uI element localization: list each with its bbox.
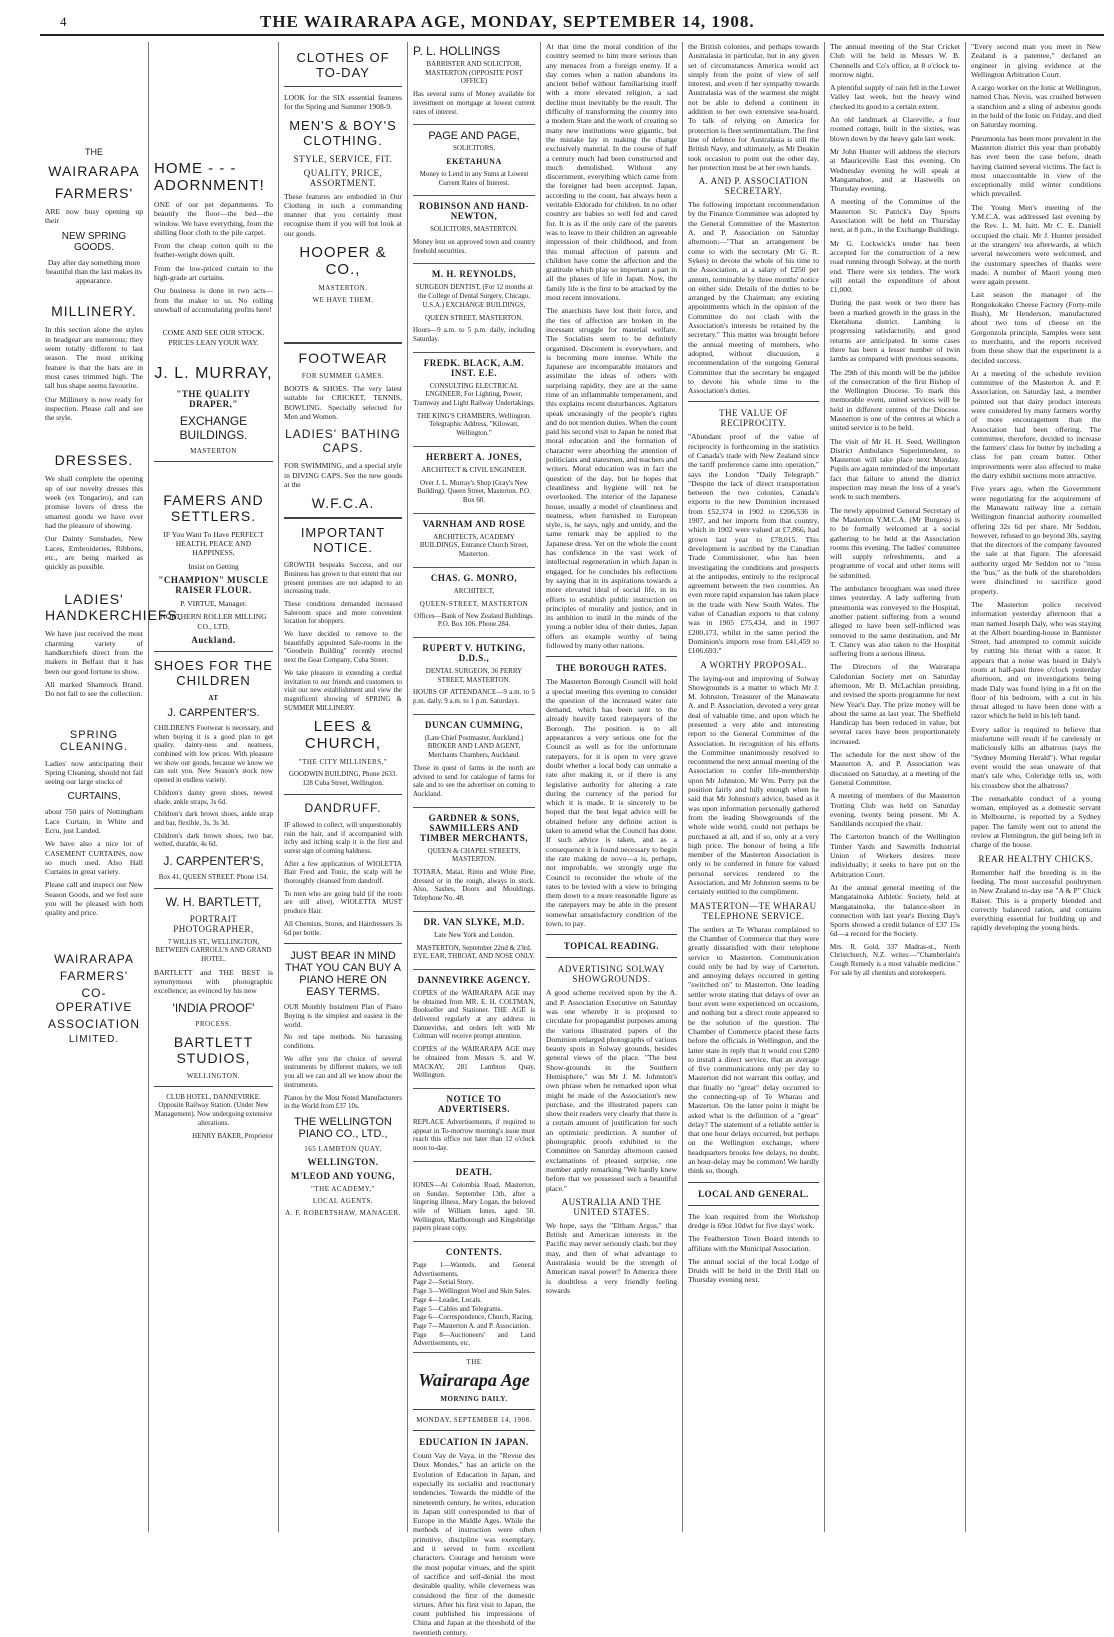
- reynolds-address: QUEEN STREET, MASTERTON.: [424, 313, 524, 322]
- bear-text-2: No red tape methods. No harassing conditions.: [284, 1033, 402, 1051]
- black-address: THE KING'S CHAMBERS, Wellington. Telegraphic Address, "Kilowatt, Wellington.": [416, 411, 532, 438]
- local-item: Mr G. Lockwick's tender has been accepted for the construction of a new road running through Solway, at the north end. There were six tenders. The work will entail the expenditure of about £1,000.: [830, 238, 960, 295]
- home-text-4: Our business is done in two acts—from the maker to us. No rolling snowball of accumulating profits here!: [154, 286, 273, 314]
- dandruff-text-3: To men who are going bald (if the roots are still alive), WIOLETTA MUST produce Hair.: [284, 889, 402, 916]
- dannevirke-heading: DANNEVIRKE AGENCY.: [417, 974, 531, 985]
- important-text-3: We have decided to remove to the beautifully appointed Sale-rooms in the "Goodwin Building" recently erected next the Gear Company, Cuba Street.: [284, 630, 402, 665]
- monro-text: Offices—Bank of New Zealand Buildings. P.O. Box 106. Phone 284.: [414, 611, 534, 629]
- ladies-text-2: All marked Shamrock Brand. Do not fail to see the collection.: [45, 679, 143, 699]
- clothes-text-2: These features are embodied in Our Clothing in such a commanding manner that you certainly must recognise them if you will but look at our goods.: [284, 191, 402, 238]
- contents-item: Page 3—Wellington Wool and Skin Sales.: [413, 1287, 532, 1296]
- home-text-2: From the cheap cotton quilt to the feather-weight down quilt.: [154, 241, 273, 260]
- quality-line: QUALITY, PRICE, ASSORTMENT.: [303, 167, 383, 188]
- shoes-carpenter: J. CARPENTER'S.: [167, 706, 260, 719]
- footwear-heading: FOOTWEAR: [298, 350, 388, 367]
- column-1: [40, 42, 183, 1532]
- auckland-label: Auckland.: [191, 634, 236, 645]
- ad-slyke: [413, 917, 535, 970]
- reynolds-heading: M. H. REYNOLDS,: [431, 269, 517, 280]
- gardner-text: TOTARA, Matai, Rimu and White Pine, dressed or in the rough, always in stock. Also, Sashes, Doors and Mouldings. Telephone No. 48.: [413, 868, 535, 903]
- style-line: STYLE, SERVICE, FIT.: [293, 153, 393, 164]
- hollings-sub: BARRISTER AND SOLICITOR, MASTERTON (OPPOSITE POST OFFICE): [425, 60, 523, 86]
- new-spring-goods: NEW SPRING GOODS.: [61, 230, 127, 253]
- cumming-sub: (Late Chief Postmaster, Auckland.) BROKER AND LAND AGENT, Merchants Chambers, Auckland.: [424, 733, 524, 760]
- local-item: At a meeting of the schedule revision committee of the Masterton A. and P. Association, on Saturday last, a member pointed out that dairy product interests were considered by many farmers worthy of more encouragement than the Association had been offering. The committee, therefore, decided to increase the farmers' class for butter by including a class for pan cream butter. Other improvements were also effected to make the dairy exhibit sections more attractive.: [971, 368, 1101, 481]
- ad-heading-farmers: FARMERS': [54, 185, 134, 201]
- important-text: GROWTH bespeaks Success, and our Business has grown to that extent that our present premises are not adapted to an increasing trade.: [284, 561, 402, 596]
- ad-page: [413, 130, 535, 196]
- education-text-cont: At that time the moral condition of the country seemed to him more serious than any menaces from a foreign enemy. If a day comes when a nation abandons its ancient belief without familiarising itself with a more elevated religion, a sad decline must inevitably be the result. The difficulty of transforming the country into a modern State and the work of creating so many new institutions were gigantic, but the mistake lay in making the change exclusively material. In the course of half a century much had been constructed and much demolished. Without any discernment, everything which came from the foreigner had been accepted. Japan, according to the count, has always been a veritable Eldorado for children. In no other country are babies so well fed and cared for. It is as if the only care of the parents was to leave to their children an agreeable impression of their childhood, and from this mutual affection of parents and children have come the affection and the gratitude which play so important a part in all the phases of life in Japan. Now, the family life is the first to be attacked by the most recent innovations.: [546, 42, 677, 303]
- champion-flour: "CHAMPION" MUSCLE RAISER FLOUR.: [158, 575, 269, 596]
- home-text: ONE of our pet departments. To beautify the floor—the bed—the window. We have everything, from the shilling floor cloth to the pile carpet.: [154, 200, 273, 237]
- ad-hollings: [413, 44, 535, 125]
- coop-line-2: FARMERS': [59, 968, 129, 983]
- rear-chicks-text: Remember half the breeding is in the feeding. The most successful poultrymen in New Zealand to-day use "A & P" Chick Raiser. This is a properly blended and correctly balanced ration, and contains everything essential for building up and rapidly developing the young birds.: [971, 867, 1101, 933]
- gardner-address: QUEEN & CHAPEL STREETS, MASTERTON.: [427, 846, 521, 864]
- local-item: The Carterton branch of the Wellington Timber Yards and Sawmills Industrial Union of Workers desires more individually; it seeks to have put on the Arbitration Court.: [830, 832, 960, 879]
- slyke-text: MASTERTON, September 22nd & 23rd. EYE, EAR, THROAT, AND NOSE ONLY.: [413, 943, 535, 961]
- dresses-text-2: Our Dainty Sunshades, New Laces, Embroideries, Ribbons, etc., are being marked as quickly as possible.: [45, 534, 143, 572]
- dandruff-heading: DANDRUFF.: [304, 800, 382, 815]
- local-item: The 29th of this month will be the jubilee of the consecration of the first Bishop of the Wellington Diocese. To mark this memorable event, united services will be held in different centres of the Diocese. Masterton is one of the centres at which a united service is to be held.: [830, 367, 960, 433]
- ad-heading-the: THE: [85, 147, 103, 157]
- hooper-place: MASTERTON.: [318, 284, 368, 293]
- paper-date: MONDAY, SEPTEMBER 14, 1908.: [416, 1416, 532, 1425]
- wellington-label: WELLINGTON.: [186, 1071, 241, 1080]
- bathing-text: FOR SWIMMING, and a special style in DIVING CAPS. See the new goods at the: [284, 461, 402, 489]
- piano-address: 165 LAMBTON QUAY,: [304, 1144, 382, 1153]
- local-item: Mr John Hunter will address the electors at Mauriceville East this evening. On Wednesday evening he will speak at Mangamahoe, and at Hastwells on Thursday evening.: [830, 146, 960, 194]
- bartlett-text: BARTLETT and THE BEST is synonymous with photographic excellence; as evinced by his new: [154, 967, 273, 996]
- local-item: The visit of Mr H. H. Seed, Wellington District Ambulance Superintendent, to Masterton will take place next Monday. Pupils are again reminded of the important fact that failure to attend the district inspection may mean the loss of a year's work to such members.: [830, 436, 960, 502]
- clothes-text: LOOK for the SIX essential features for the Spring and Summer 1908-9.: [284, 93, 402, 112]
- ad-monro: [413, 573, 535, 638]
- bartlett-line: PORTRAIT PHOTOGRAPHER,: [173, 913, 254, 934]
- shoes-at: AT: [208, 693, 219, 702]
- dandruff-text-4: All Chemists, Stores, and Hairdressers 3s 6d per bottle.: [284, 919, 402, 937]
- wfca: W.F.C.A.: [311, 495, 375, 512]
- hutking-sub: DENTAL SURGEON, 36 PERRY STREET, MASTERTON.: [425, 666, 523, 684]
- home-text-3: From the low-priced curtain to the high-grade art curtains.: [154, 263, 273, 283]
- ad-hutking: [413, 643, 535, 715]
- piano-city: WELLINGTON.: [307, 1156, 379, 1167]
- monro-heading: CHAS. G. MONRO,: [430, 572, 518, 583]
- education-heading: EDUCATION IN JAPAN.: [419, 1437, 529, 1448]
- page-town: EKETAHUNA: [446, 156, 502, 166]
- paper-daily: MORNING DAILY.: [440, 1395, 508, 1404]
- important-text-2: These conditions demanded increased Saleroom space and more convenient location for shoppers.: [284, 599, 402, 626]
- column-5: [541, 42, 682, 1532]
- local-text-3: The annual social of the local Lodge of Druids will be held in the Drill Hall on Thursday evening next.: [688, 1256, 819, 1285]
- column-7: [825, 42, 965, 1532]
- murray-tagline: "THE QUALITY DRAPER,": [176, 388, 251, 409]
- education-text-cont-2: The anarchists have lost their force, and the ties of affection are broken in the incessant struggle for material welfare. The Socialists seem to be definitely organised. Discontent is everywhere, and is becoming more intense. While the Japanese are incomparable imitators and assimilate the ideas of others with surprising rapidity, they are at the same time of an inflammable temperament, and this explains recent disturbances. Agitators speak unceasingly of the people's rights and do not mention duties. When the count paid his second visit to Japan he noted that moral education and the formation of character were absorbing the attention of politicians and statesmen, and teachers and writers. Moral education was in fact the question of the day, but he hopes that cleanliness and hygiene will not be overlooked. The interior of the Japanese house, usually a model of cleanliness and neatness, when furnished in European style, is, he says, ugly and untidy, and the same remark may be applied to the Japanese dress. Yet on the whole the count has confidence in the vast work of intellectual regeneration in which Japan is engaged, for he concludes his reflections by saying that in its aspirations towards a more elevated ideal of social life, in its efforts to establish public instruction on principles of morality and justice, and in its ambition to instil in the minds of the young a nobler idea of their duties, Japan offers an example worthy of being followed by many other nations.: [546, 306, 677, 650]
- contents-item: Page 5—Cables and Telegrams.: [413, 1304, 503, 1313]
- mens-clothing-heading: MEN'S & BOY'S CLOTHING.: [289, 117, 397, 148]
- lees-church: LEES & CHURCH,: [304, 718, 382, 753]
- spring-text: Ladies' now anticipating their Spring Cleaning, should not fail seeing our large stocks of: [45, 758, 143, 787]
- reciprocity-text: "Abundant proof of the value of reciprocity is forthcoming in the statistics of Canada's trade with New Zealand since the tariff preference came into operation," says the London "Daily Telegraph." "Despite the lack of direct transportation between the two colonies, Canada's exports to the new Dominion increased from £52,374 in 1902 to £206,536 in 1907, and her imports from that country, which in 1902 were valued at £7,866, had grown last year to £78,015. This development is ascribed by the Canadian Trade Commissioner, who has been investigating the conditions and prospects at the antipodes, entirely to the reciprocal agreement between the two countries. An even more rapid expansion has taken place in the trade with New South Wales. The value of Canadian exports to that colony was in 1905 £75,434, and in 1907 £200,173, whilst in the same period the Dominion's imports rose from £41,459 to £106,693.": [688, 432, 819, 656]
- local-item: The ambulance brougham was used three times yesterday. A lady suffering from pneumonia was conveyed to the Hospital, another patient suffering from a wound alleged to have been self-inflicted was removed to the same destination, and Mr T. Clancy was also taken to the Hospital suffering from a serious illness.: [830, 584, 960, 659]
- hollings-heading: P. L. HOLLINGS: [413, 44, 501, 58]
- shoes-text-4: Children's dark brown shoes, two bar, welted, durable, 4s 6d.: [154, 831, 273, 849]
- bartlett-name: W. H. BARTLETT,: [165, 894, 262, 909]
- bear-text: OUR Monthly Instalment Plan of Piano Buying is the simplest and easiest in the world.: [284, 1003, 402, 1029]
- reciprocity-heading: THE VALUE OF RECIPROCITY.: [719, 408, 788, 429]
- cumming-text: Those in quest of farms in the north are advised to send for catalogue of farms for sale and to see the advertiser on coming to Auckland.: [413, 763, 535, 798]
- column-4: [408, 42, 540, 1637]
- ad-dannevirke: [413, 975, 535, 1089]
- local-item: A meeting of members of the Masterton Trotting Club was held on Saturday evening, twenty being present. Mr A. Sandilands occupied the chair.: [830, 791, 960, 829]
- newspaper-title: THE WAIRARAPA AGE, MONDAY, SEPTEMBER 14, 1908.: [260, 12, 755, 31]
- local-item: The Young Men's meeting of the Y.M.C.A. was addressed last evening by the Rev. L. M. Isitt. Mr C. E. Daniell occupied the chair. Mr J. Hunter presided at the strangers' tea afterwards, at which several newcomers were welcomed, and the customary speeches of thanks were made. A number of Maori young men were again present.: [971, 202, 1101, 287]
- robinson-heading: ROBINSON AND HAND-NEWTON,: [418, 201, 529, 222]
- local-item: A meeting of the Committee of the Masterton St. Patrick's Day Sports Association will be held on Thursday next, at 8 p.m., in the Exchange Buildings.: [830, 197, 960, 235]
- spring-cleaning-heading: SPRING CLEANING.: [59, 728, 129, 753]
- local-text: The loan required from the Workshop dredge is 69oz 10dwt for five days' work.: [688, 1211, 819, 1230]
- ad-reynolds: [413, 269, 535, 352]
- club-hotel: CLUB HOTEL, DANNEVIRKE. Opposite Railway Station. (Under New Management). Now undergoing extensive alterations.: [154, 1092, 273, 1127]
- local-item: The Directors of the Wairarapa Caledonian Society met on Saturday afternoon, Mr D. McLachlan presiding, and revised the sports programme for next New Year's Day. The prize money will be about the same as last year. The Sheffield Handicap has been reduced in value, but several races have been proportionately increased.: [830, 662, 960, 746]
- coop-line-4: ASSOCIATION: [47, 1016, 141, 1031]
- australia-heading: AUSTRALIA AND THE UNITED STATES.: [561, 1196, 662, 1217]
- virtue-manager: P. VIRTUE, Manager.: [180, 599, 247, 609]
- have-them: WE HAVE THEM.: [312, 296, 374, 305]
- dresses-heading: DRESSES.: [54, 452, 134, 469]
- notice-heading: NOTICE TO ADVERTISERS.: [438, 1094, 510, 1114]
- contents-item: Page 2—Serial Story.: [413, 1278, 474, 1287]
- worthy-text: The laying-out and improving of Solway Showgrounds is a matter to which Mr J. M. Johnston, Treasurer of the Manawatu A. and P. Association, devoted a very great deal of valuable time, and upon which he presented a very able and interesting report to the General Committee of the Association. In recognition of his efforts the Committee unanimously resolved to recommend the next annual meeting of the Association to confer life-membership upon Mr Johnston. Mr Wm. Perry put the position fairly and fully enough when he said that Mr Johnston's advice, based as it was upon information personally gathered from the leading Showgrounds of the whole wide world, could not perhaps be purchased at all, and if so, only at a very high price. The honour of being a life member of the Masterton Association is only to be conferred in future for valued personal services rendered to the Association, and Mr Johnston seems to be certainly entitled to the compliment.: [688, 673, 819, 897]
- shoes-text: CHILDREN'S Footwear is necessary, and when buying it is a good plan to get quality, dainty-ness and neatness, combined with low prices. With pleasure we show our goods, because we know we can suit you. New Season's stock now opened in endless variety.: [154, 723, 273, 785]
- local-general-heading: LOCAL AND GENERAL.: [698, 1188, 809, 1199]
- hutking-text: HOURS OF ATTENDANCE—9 a.m. to 5 p.m. daily. 9 a.m. to 1 p.m. Saturdays.: [413, 688, 535, 706]
- local-item: Five years ago, when the Government were negotiating for the acquirement of the Manawatu railway line a certain Wellington financial authority counselled offering 32s 6d per share. Mr Seddon, however, refused to go beyond 30s, saying that the directors of the company favoured the sale at that figure. The aforesaid authority urged Mr Seddon not to "miss the 'bus," as the bulk of the shareholders were disinclined to sacrifice good property.: [971, 484, 1101, 596]
- local-item: Every sailor is required to believe that misfortune will result if he carelessly or maliciously kills an albatross (says the "Sydney Morning Herald"). What regular event would the seas unaware of that man's tale who, Coleridge tells us, with his crossbow shot the albatross?: [971, 724, 1101, 790]
- dresses-text: We shall complete the opening up of our novelty dresses this week (ex Tongariro), and can promise lovers of dress the smartest goods we have ever had the pleasure of showing.: [45, 474, 143, 530]
- paper-the: THE: [466, 1358, 482, 1367]
- murray-exchange: EXCHANGE BUILDINGS.: [179, 413, 248, 442]
- bathing-caps-heading: LADIES' BATHING CAPS.: [285, 427, 401, 456]
- bear-text-4: Pianos by the Most Noted Manufacturers in the World from £37 10s.: [284, 1093, 402, 1111]
- masthead: [0, 0, 1114, 40]
- famers-settlers-heading: FAMERS AND SETTLERS.: [163, 491, 264, 524]
- clothes-heading: CLOTHES OF TO-DAY: [296, 50, 390, 80]
- jones-text: Over J. L. Murray's Shop (Gray's New Building). Queen Street, Masterton. P.O. Box 60.: [417, 478, 531, 504]
- column-3: [279, 42, 407, 1532]
- footwear-text: BOOTS & SHOES. The very latest suitable for CRICKET, TENNIS, BOWLING. Specially selected for Men and Women.: [284, 384, 402, 421]
- casement-text: We have also a nice lot of CASEMENT CURTAINS, now so much used. Also Hall Curtains in great variety.: [45, 839, 143, 877]
- paper-name: Wairarapa Age: [418, 1370, 530, 1391]
- slyke-sub: Late New York and London.: [434, 930, 514, 939]
- local-item: Pneumonia has been more prevalent in the Masterton district this year than probably has ever been the case before, death having claimed several victims. The fact is most unaccountable in view of the exceptionally mild winter conditions which prevailed.: [971, 133, 1101, 199]
- carpenter-address: Box 41, QUEEN STREET. Phone 154.: [158, 873, 269, 882]
- bartlett-address: 7 WILLIS ST., WELLINGTON, BETWEEN CARROLL'S AND GRAND HOTEL.: [155, 937, 272, 964]
- shoes-heading: SHOES FOR THE CHILDREN: [154, 657, 273, 688]
- lees-sub: "THE CITY MILLINERS,": [298, 758, 388, 767]
- gardner-heading: GARDNER & SONS, SAWMILLERS AND TIMBER MERCHANTS,: [419, 812, 528, 843]
- curtains-text: about 750 pairs of Nottingham Lace Curtain, in White and Ecru, just Landed.: [45, 807, 143, 835]
- millinery-heading: MILLINERY.: [51, 303, 137, 320]
- te-wharau-text: The settlers at Te Wharau complained to the Chamber of Commerce that they were greatly dissatisfied with their telephone service to Masterton. Communication could only be had by way of Carterton, and annoying delays occurred in getting "switched on" to Masterton. One leading settler wrote stating that delays of over an hour even were experienced on occasions, and nothing but a direct route appeared to be the solution of the question. The Chamber of Commerce placed these facts before the officials in Wellington, and the latter state in reply that it would cost £280 to install a direct service, that an average of five communications only per day to Masterton did not warrant this outlay, and that finally no "great" delay occurred to the connecting-up of Te Wharau and Masterton. On the latter point it might be asked what is the definition of a "great" delay? The statement of a reliable settler is that one hour delays occurred, but perhaps on the Wellington exchange, where headquarters brooks few delays, no doubt, an hour-delay may be common! We hardly think so, though.: [688, 924, 819, 1176]
- dannevirke-text: COPIES of the WAIRARAPA AGE may be obtained from MR. E. H. COLTMAN, Bookseller and Stationer. THE AGE is delivered regularly at any address in Dannevirke, and orders left with Mr Coltman will receive prompt attention.: [413, 988, 535, 1041]
- column-8: [966, 42, 1106, 1532]
- contents-item: Page 1—Wanteds, and General Advertisements.: [413, 1261, 535, 1278]
- page-sub: SOLICITORS,: [452, 144, 496, 153]
- home-adornment-heading: HOME - - - ADORNMENT!: [154, 160, 265, 194]
- page-number: 4: [60, 14, 67, 29]
- ad-gardner: [413, 813, 535, 912]
- ladies-text: We have just received the most charming variety of handkerchiefs direct from the makers in Belfast that it has been our good fortune to show.: [45, 629, 143, 676]
- ad-death: [413, 1167, 535, 1242]
- rear-chicks-heading: REAR HEALTHY CHICKS.: [978, 853, 1094, 864]
- contents-item: Page 6—Correspondence, Church, Racing.: [413, 1313, 534, 1322]
- worthy-proposal-heading: A WORTHY PROPOSAL.: [700, 659, 807, 670]
- important-notice-heading: IMPORTANT NOTICE.: [300, 525, 386, 556]
- come-and-see: COME AND SEE OUR STOCK. PRICES LEAN YOUR WAY.: [162, 328, 265, 347]
- masthead-rule: [40, 34, 1104, 36]
- contents-item: Page 7—Masterton A. and P. Association.: [413, 1321, 531, 1330]
- ad-intro: ARE now busy opening up their: [45, 207, 143, 226]
- piano-co: THE WELLINGTON PIANO CO., LTD.,: [294, 1115, 392, 1140]
- shoes-text-3: Children's dark brown shoes, ankle strap and bar, flexible, 3s, 3s 3d.: [154, 810, 273, 827]
- local-item: The schedule for the next show of the Masterton A. and P. Association was discussed on Saturday, at a meeting of the General Committee.: [830, 750, 960, 787]
- coop-line-3: CO-OPERATIVE: [55, 985, 133, 1014]
- borough-text: The Masterton Borough Council will hold a special meeting this evening to consider the question of the increased water rate demand, which has been sent to the already heavily taxed ratepayers of the Borough. The position is to all appearances a very serious one for the Council as well as for the unfortunate ratepayers, for it is open to very grave doubt whether a local body can unmake a rate after making it, or if there is any legislative authority for altering a rate during the currency of the period for which it is made. It is sincerely to be hoped that the best legal advice will be obtained before any definite action is taken to amend what the Council has done. If such advice is taken, and as a consequence it is found necessary to begin the rate making de novo—a is, perhaps, not improbable, we strongly urge the Council to reconsider the whole of the rates to be levied with a view to bringing them down to a more reasonable figure as the ratepayers may be able in the present somewhat unsatisfactory condition of the town, to pay.: [546, 677, 677, 929]
- varnham-sub: ARCHITECTS, ACADEMY BUILDINGS, Entrance Church Street, Masterton.: [419, 532, 529, 559]
- ad-cumming: [413, 720, 535, 808]
- topical-reading-heading: TOPICAL READING.: [563, 941, 660, 952]
- local-item: The Masterton police received information yesterday afternoon that a man named Joseph Daly, who was staying at the Albert boarding-house in Bannister Street, had attempted to commit suicide by cutting his throat with a razor. It appears that a noise was heard in Daly's room at half-past three o'clock yesterday afternoon, and on investigations being made Daly was found lying in a fit on the floor of his bedroom, with a cut in his throat alleged to have been done with a razor which he held in his left hand.: [971, 599, 1101, 721]
- murray-name: J. L. MURRAY,: [154, 364, 273, 382]
- henry-baker: HENRY BAKER, Proprietor: [192, 1131, 273, 1140]
- bartlett-studios: BARTLETT STUDIOS,: [173, 1033, 254, 1066]
- solway-text: A good scheme received upon by the A. and P. Association Executive on Saturday was one whereby it is proposed to circulate for propagandist purposes among the various illustrated papers of the Dominion enlarged photographs of various beauty spots in Solway grounds, besides general views of the place. "The best Show-grounds in the Southern Hemisphere," was Mr J. M. Johnston's own phrase when he remarked upon what might be made of the Association's new purchase, and the illustrated papers can show their readers very clearly that there is a certain amount of justification for such an optimistic prediction. A number of photographic proofs exhibited to the Committee on Saturday afternoon caused exclamations of pleased surprise, one member aptly remarking "We hardly knew before that we possessed such a beautiful place.": [546, 988, 677, 1193]
- robinson-sub: SOLICITORS, MASTERTON.: [430, 225, 518, 234]
- murray-place: MASTERTON: [190, 446, 237, 455]
- local-item: A plentiful supply of rain fell in the Lower Valley last week, but the heavy wind checked its good to a certain extent.: [830, 83, 960, 111]
- local-item: At the annual general meeting of the Mangatainoka Athletic Society, held at Mangatainoka, the balance-sheet in connection with last year's Boxing Day's Sports showed a credit balance of £37 15s 6d—a record for the Society.: [830, 882, 960, 939]
- solway-heading: ADVERTISING SOLWAY SHOWGROUNDS.: [557, 964, 666, 985]
- carpenter-name: J. CARPENTER'S,: [163, 854, 264, 869]
- bear-text-3: We offer you the choice of several instruments by different makers, we tell you all we can and all we know about the instruments.: [284, 1054, 402, 1089]
- northern-roller: NORTHERN ROLLER MILLING CO., LTD.: [160, 612, 267, 631]
- local-item: An old landmark at Clareville, a four roomed cottage, built in the sixties, was blown down by the heavy gale last week.: [830, 115, 960, 143]
- local-agents: LOCAL AGENTS.: [312, 1196, 374, 1205]
- important-text-4: We take pleasure in extending a cordial invitation to our friends and customers to visit our new establishment and view the magnificent showing of SPRING & SUMMER MILLINERY.: [284, 668, 402, 712]
- coop-line-1: WAIRARAPA: [54, 951, 134, 966]
- hollings-text: Has several sums of Money available for investment on mortgage at lowest current rates of interest.: [413, 90, 535, 116]
- local-item: The annual meeting of the Star Cricket Club will be held in Messrs W. B. Chennells and Co's office, at 8 o'clock to-morrow night.: [830, 42, 960, 79]
- famers-text: IF You Want To Have PERFECT HEALTH, PEACE AND HAPPINESS,: [163, 529, 264, 558]
- academy: "THE ACADEMY,": [311, 1184, 375, 1193]
- robinson-text: Money lent on approved town and country freehold securities.: [413, 238, 535, 255]
- ap-text: The following important recommendation by the Finance Committee was adopted by the General Committee of the Masterton A. and P. Association on Saturday afternoon:—"That an arrangement be come to with the secretary (Mr G. R. Sykes) to devote the whole of his time to the Association, at a salary of £250 per annum, terminable by three months' notice on either side. Details of the duties to be arranged by the Chairman; any existing appointments which in the opinion of the Committee do not clash with the Association's interests be retained by the secretary." This matter was brought before the annual meeting of members, who adopted, without discussion, a recommendation of the outgoing General Committee that the secretary be engaged to devote his whole time to the Association's duties.: [688, 200, 819, 396]
- contents-item: Page 8—Auctioneers' and Land Advertisements, etc.: [413, 1330, 535, 1348]
- copies-text: COPIES of the WAIRARAPA AGE may be obtained from Messrs S. and W. MACKAY, 281 Lambton Quay, Wellington.: [413, 1045, 535, 1080]
- page-heading: PAGE AND PAGE,: [428, 130, 520, 143]
- inspect-text: Please call and inspect our New Season Goods, and we feel sure you will be pleased with both quality and price.: [45, 880, 143, 918]
- shoes-text-2: Children's dainty green shoes, newest shade, ankle straps, 3s 6d.: [154, 788, 273, 806]
- millinery-text-2: Our Millinery is now ready for inspection. Please call and see the style.: [45, 394, 143, 423]
- dandruff-text-2: After a few applications of WIOLETTA Hair Food and Tonic, the scalp will be thoroughly cleansed from dandruff.: [284, 859, 402, 886]
- education-text: Count Vay de Vaya, in the "Revue des Deux Mondes," has an article on the Evolution of Education in Japan, and especially its socialist and reactionary tendencies. Towards the middle of the nineteenth century, he writes, education in Japan still corresponded to that of Europe in the Middle Ages. While the methods of instruction were often primitive, discipline was exemplary, and it served to form excellent characters. Courage and heroism were the most popular virtues, and the spirit of sacrifice and self-denial the most desirable quality, while cleverness was considered the first of the domestic virtues. After his first visit to Japan, the count published his impressions of China and Japan at the threshold of the twentieth century.: [413, 1451, 535, 1637]
- coop-line-5: LIMITED.: [68, 1033, 120, 1045]
- contents-heading: CONTENTS.: [445, 1247, 503, 1258]
- millinery-text: In this section alone the styles in headgear are numerous; they seem totally different to last season. The most striking feature is that the hats are in most cases trimmed high. The tall bus shape seems favourite.: [45, 325, 143, 391]
- hooper-heading: HOOPER & CO.,: [299, 244, 387, 279]
- death-heading: DEATH.: [455, 1166, 493, 1177]
- ad-heading-wairarapa: WAIRARAPA: [48, 163, 140, 179]
- local-item: Mrs. R. Gold, 337 Madras-st., North Christchurch, N.Z. writes:—"Chamberlain's Cough Remedy is a most valuable medicine." For sale by all chemists and storekeepers.: [830, 942, 960, 977]
- lees-address: GOODWIN BUILDING, Phone 2633. 128 Cuba Street, Wellington.: [288, 770, 398, 788]
- ad-day-after-day: Day after day something more beautiful than the last makes its appearance.: [46, 257, 142, 286]
- varnham-heading: VARNHAM AND ROSE: [422, 518, 526, 529]
- page-text: Money to Lend in any Sums at Lowest Current Rates of Interest.: [419, 169, 529, 187]
- slyke-heading: DR. VAN SLYKE, M.D.: [423, 916, 525, 927]
- local-item: The newly appointed General Secretary of the Masterton Y.M.C.A. (Mr Burgess) is to be formally welcomed at a social gathering to be held at the Association rooms this evening. The ladies' committee will supply refreshments, and a programme of vocal and other items will be submitted.: [830, 505, 960, 580]
- jones-sub: ARCHITECT & CIVIL ENGINEER.: [421, 465, 527, 474]
- ad-varnham: [413, 519, 535, 568]
- contents-item: Page 4—Leader, Locals.: [413, 1295, 482, 1304]
- mleod-young: M'LEOD AND YOUNG,: [291, 1170, 395, 1181]
- local-item: During the past week or two there has been a marked growth in the grass in the Eketahuna district. Lambing is progressing satisfactorily, and good returns are anticipated. In some cases there has been a lesser number of twin lambs as compared with previous seasons.: [830, 298, 960, 364]
- dandruff-text: IF allowed to collect, will unquestionably ruin the hair, and if accompanied with itchy and itching scalp it is the first and surest sign of coming baldness.: [284, 820, 402, 855]
- local-item: A cargo worker on the Ionic at Wellington, named Chas. Nevis, was crushed between a stanchion and a sling of asbestos goods in the hold of the Ionic on Friday, and died on Saturday morning.: [971, 83, 1101, 130]
- australia-text: We hope, says the "Eltham Argus," that British and American interests in the Pacific may never seriously clash, but they may, and then of what advantage to Australasia would be the strength of American naval power? In America there is doubtless a very friendly feeling towards: [546, 1220, 677, 1295]
- column-6: [683, 42, 824, 1532]
- australia-text-cont: the British colonies, and perhaps towards Australasia in particular, but in any given set of circumstances America would act simply from the point of view of self interest, and even if her sympathy towards Australasia was of the warmest she might not be able to defend a continent in addition to her own extensive sea-board. To talk of relying on America for protection is fleet sentimentalism. The first line of defence for Australasia is still the British Navy, and ultimately, as Mr Deakin took occasion to point out the other day, her protection must be at her own hands.: [688, 42, 819, 172]
- contents-box: [413, 1247, 535, 1353]
- jones-heading: HERBERT A. JONES,: [425, 451, 523, 462]
- monro-sub: ARCHITECT,: [453, 586, 495, 595]
- curtains-heading: CURTAINS,: [67, 791, 121, 803]
- ap-secretary-heading: A. AND P. ASSOCIATION SECRETARY.: [698, 176, 809, 197]
- monro-address: QUEEN-STREET, MASTERTON: [419, 599, 529, 608]
- local-item: The remarkable conduct of a young woman, employed as a domestic servant in Melbourne, is reported by a Sydney paper. The family went out to attend the review at Flemington, the girl being left in charge of the house.: [971, 793, 1101, 850]
- black-heading: FREDK. BLACK, A.M. INST. E.E.: [423, 357, 525, 378]
- cumming-heading: DUNCAN CUMMING,: [425, 719, 523, 730]
- te-wharau-heading: MASTERTON—TE WHARAU TELEPHONE SERVICE.: [690, 900, 817, 921]
- local-text-2: The Featherston Town Board intends to affiliate with the Municipal Association.: [688, 1234, 819, 1253]
- column-2: [149, 42, 278, 1532]
- ad-notice: [413, 1094, 535, 1162]
- process-label: PROCESS.: [195, 1019, 232, 1028]
- black-text: CONSULTING ELECTRICAL ENGINEER, For Lighting, Power, Tramway and Light Railway Undertakings.: [413, 381, 535, 408]
- hutking-heading: RUPERT V. HUTKING, D.D.S.,: [422, 642, 526, 663]
- robertshaw: A. F. ROBERTSHAW, MANAGER.: [285, 1208, 401, 1217]
- reynolds-sub: SURGEON DENTIST, (For 12 months at the College of Dental Surgery, Chicago, U.S.A.) EXCHANGE BUILDINGS,: [415, 283, 533, 309]
- footwear-sub: FOR SUMMER GAMES.: [301, 372, 385, 381]
- famers-insist: Insist on Getting: [188, 561, 239, 571]
- ad-jones: [413, 452, 535, 514]
- bear-in-mind-heading: JUST BEAR IN MIND THAT YOU CAN BUY A PIANO HERE ON EASY TERMS.: [285, 950, 401, 999]
- india-proof: 'INDIA PROOF': [172, 1000, 255, 1015]
- local-item: Last season the manager of the Rongokokako Cheese Factory (Forty-mile Bush), Mr Henderson, manufactured about two tons of cheese on the Gorgonzola principle. Samples were sent to merchants, and the reports received from these show that the experiment is a decided success.: [971, 290, 1101, 365]
- death-text: IONES—At Colombia Road, Masterton, on Sunday, September 13th, after a lingering illness, Mary Logan, the beloved wife of William Iones, aged 50. Wellington, Marlborough and Kingsbridge papers please copy.: [413, 1180, 535, 1233]
- local-item: "Every second man you meet in New Zealand is a patentee," declared an engineer in giving evidence at the Wellington Arbitration Court.: [971, 42, 1101, 79]
- notice-text: REPLACE Advertisements, if required to appear in To-morrow morning's issue must reach this office not later than 12 o'clock noon to-day.: [413, 1118, 535, 1153]
- ad-black: [413, 358, 535, 447]
- ad-robinson: [413, 201, 535, 264]
- reynolds-hours: Hours—9 a.m. to 5 p.m. daily, including Saturday.: [413, 326, 535, 343]
- borough-rates-heading: THE BOROUGH RATES.: [555, 663, 668, 674]
- ladies-handkerchiefs-heading: LADIES' HANDKERCHIEFS.: [45, 591, 183, 624]
